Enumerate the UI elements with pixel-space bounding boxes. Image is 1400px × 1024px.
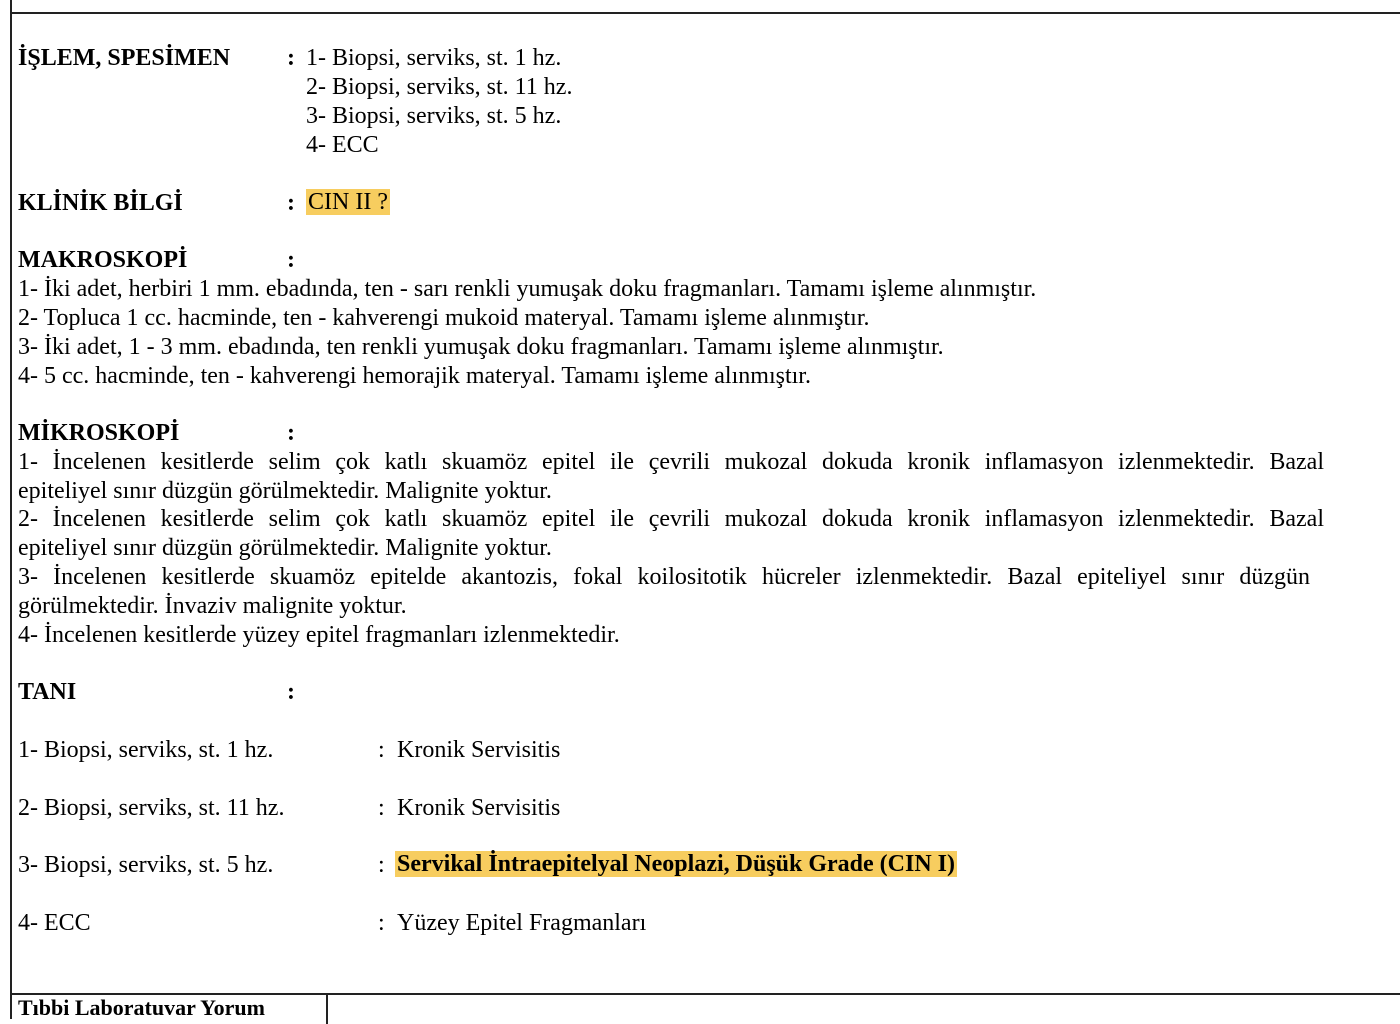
islem-item-4: 4- ECC — [306, 132, 379, 158]
tani-row-4-diagnosis: Yüzey Epitel Fragmanları — [397, 910, 647, 936]
tani-row-2-diagnosis: Kronik Servisitis — [397, 795, 561, 821]
makroskopi-line-4: 4- 5 cc. hacminde, ten - kahverengi hemorajik materyal. Tamamı işleme alınmıştır. — [18, 363, 811, 389]
tani-label: TANI — [18, 679, 77, 705]
mikroskopi-line-2: epiteliyel sınır düzgün görülmektedir. Malignite yoktur. — [18, 478, 552, 504]
tani-row-3-specimen: 3- Biopsi, serviks, st. 5 hz. — [18, 852, 274, 878]
tani-row-4-specimen: 4- ECC — [18, 910, 91, 936]
tani-row-2-specimen: 2- Biopsi, serviks, st. 11 hz. — [18, 795, 285, 821]
tani-colon: : — [287, 679, 295, 705]
tani-row-3-diagnosis — [395, 849, 957, 880]
mikroskopi-line-5: 3- İncelenen kesitlerde skuamöz epitelde akantozis, fokal koilositotik hücreler izlenmektedir. Bazal epiteliyel sınır düzgün — [18, 564, 1310, 590]
islem-item-3: 3- Biopsi, serviks, st. 5 hz. — [306, 103, 562, 129]
mikroskopi-line-4: epiteliyel sınır düzgün görülmektedir. Malignite yoktur. — [18, 535, 552, 561]
makroskopi-line-1: 1- İki adet, herbiri 1 mm. ebadında, ten - sarı renkli yumuşak doku fragmanları. Tamamı işleme alınmıştır. — [18, 276, 1037, 302]
footer-divider — [326, 994, 328, 1024]
islem-item-2: 2- Biopsi, serviks, st. 11 hz. — [306, 74, 573, 100]
makroskopi-colon: : — [287, 247, 295, 273]
tani-row-1-specimen: 1- Biopsi, serviks, st. 1 hz. — [18, 737, 274, 763]
left-border — [10, 0, 12, 1019]
mikroskopi-colon: : — [287, 420, 295, 446]
islem-label: İŞLEM, SPESİMEN — [18, 45, 231, 71]
tani-row-2-colon: : — [378, 795, 385, 821]
klinik-highlight: CIN II ? — [308, 189, 388, 215]
mikroskopi-line-3: 2- İncelenen kesitlerde selim çok katlı skuamöz epitel ile çevrili mukozal dokuda kronik inflamasyon izlenmektedir. Bazal — [18, 506, 1324, 532]
mikroskopi-line-1: 1- İncelenen kesitlerde selim çok katlı skuamöz epitel ile çevrili mukozal dokuda kronik inflamasyon izlenmektedir. Bazal — [18, 449, 1324, 475]
tani-row-1-diagnosis: Kronik Servisitis — [397, 737, 561, 763]
mikroskopi-label: MİKROSKOPİ — [18, 420, 180, 446]
footer-label: Tıbbi Laboratuvar Yorum — [18, 995, 265, 1020]
mikroskopi-line-6: görülmektedir. İnvaziv malignite yoktur. — [18, 593, 407, 619]
mikroskopi-line-7: 4- İncelenen kesitlerde yüzey epitel fragmanları izlenmektedir. — [18, 622, 620, 648]
tani-row-4-colon: : — [378, 910, 385, 936]
tani-row-3-colon: : — [378, 852, 385, 878]
makroskopi-label: MAKROSKOPİ — [18, 247, 188, 273]
klinik-colon: : — [287, 190, 295, 216]
makroskopi-line-2: 2- Topluca 1 cc. hacminde, ten - kahverengi mukoid materyal. Tamamı işleme alınmıştır. — [18, 305, 870, 331]
islem-colon: : — [287, 45, 295, 71]
top-border — [10, 12, 1400, 14]
klinik-value — [306, 187, 390, 217]
klinik-label: KLİNİK BİLGİ — [18, 190, 183, 216]
tani-row-1-colon: : — [378, 737, 385, 763]
tani-row-3-highlight: Servikal İntraepitelyal Neoplazi, Düşük Grade (CIN I) — [397, 851, 955, 877]
islem-item-1: 1- Biopsi, serviks, st. 1 hz. — [306, 45, 562, 71]
makroskopi-line-3: 3- İki adet, 1 - 3 mm. ebadında, ten renkli yumuşak doku fragmanları. Tamamı işleme alınmıştır. — [18, 334, 944, 360]
